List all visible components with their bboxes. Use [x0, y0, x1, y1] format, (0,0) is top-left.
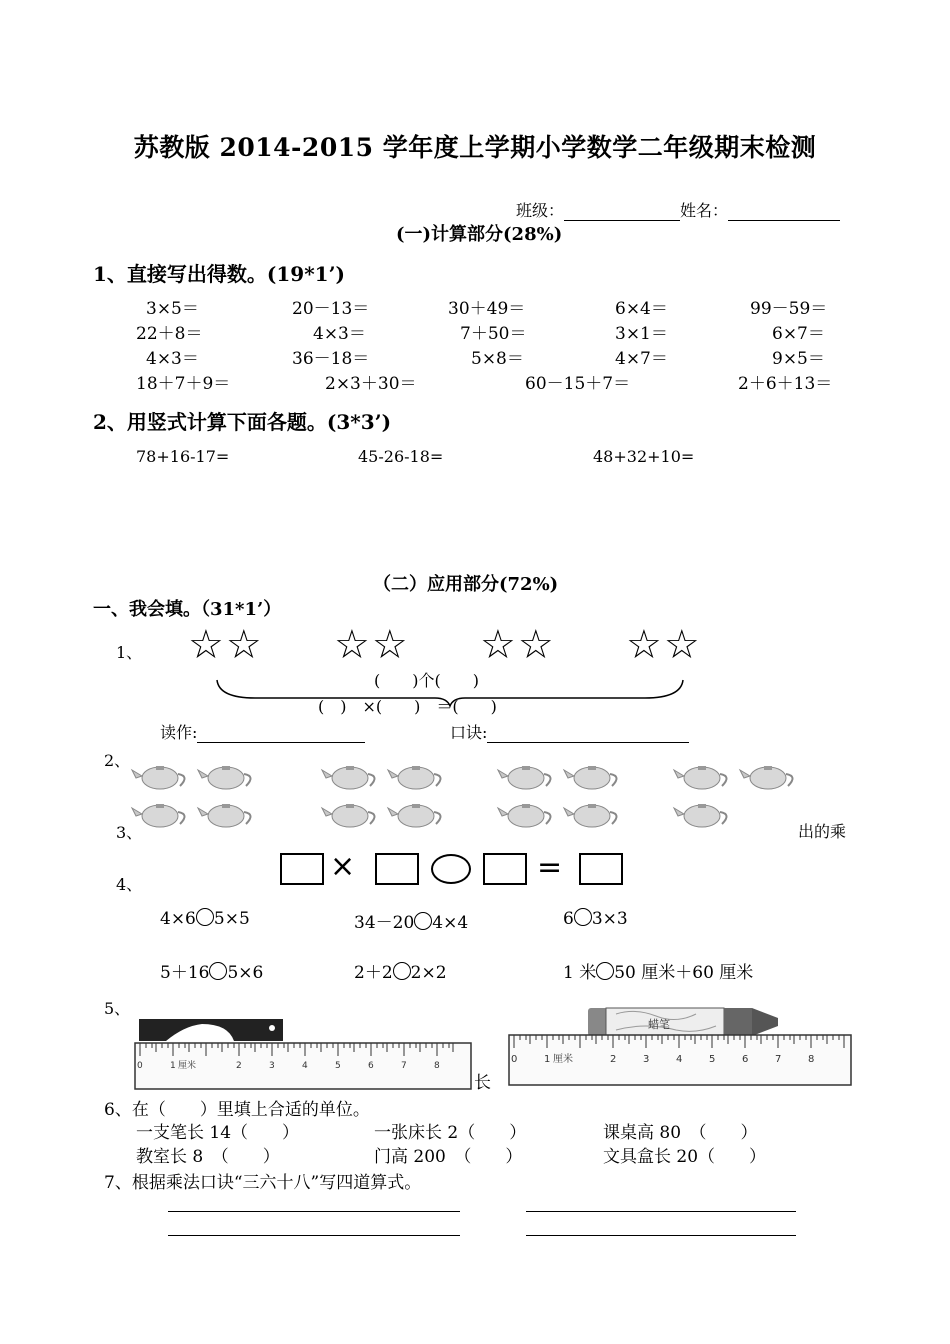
calc-cell: 2＋6＋13＝ — [738, 374, 833, 394]
compare-circle-icon[interactable] — [393, 962, 411, 980]
calc-cell: 7＋50＝ — [460, 324, 527, 344]
calc-cell: 3×5＝ — [146, 299, 199, 319]
operator-circle[interactable] — [431, 854, 471, 884]
student-info — [516, 198, 840, 221]
q2-number: 2、 — [104, 751, 131, 770]
section1-heading: 一、我会填。（31*1’） — [93, 599, 282, 620]
calc-cell: 60－15＋7＝ — [525, 374, 631, 394]
rhyme-row — [450, 720, 689, 743]
q5-number: 5、 — [104, 999, 131, 1018]
q3-fragment: 出的乘 — [798, 822, 847, 841]
calc-cell: 20－13＝ — [292, 299, 370, 319]
page-title: 苏教版 2014-2015 学年度上学期小学数学二年级期末检测 — [133, 133, 817, 162]
compare-item: 2＋2 2×2 — [354, 963, 447, 983]
ruler-number: 0 — [137, 1061, 143, 1071]
unit-fill-item: 教室长 8 （ ） — [136, 1147, 280, 1167]
compare-item: 6 3×3 — [563, 909, 628, 929]
q6-heading: 6、在（ ）里填上合适的单位。 — [104, 1100, 370, 1120]
calc-cell: 99－59＝ — [750, 299, 828, 319]
q5-fragment: 长 — [474, 1073, 491, 1093]
q3-number: 3、 — [116, 823, 143, 842]
times-icon: × — [330, 849, 356, 884]
calc-cell: 4×3＝ — [313, 324, 366, 344]
compare-circle-icon[interactable] — [596, 962, 614, 980]
compare-circle-icon[interactable] — [209, 962, 227, 980]
star-pair-icon: ☆☆ — [480, 622, 556, 668]
ruler-illustration-left — [134, 1042, 474, 1092]
crayon-label: 蜡笔 — [648, 1018, 670, 1031]
calc-cell: 36－18＝ — [292, 349, 370, 369]
calc-cell: 4×3＝ — [146, 349, 199, 369]
ruler-number: 2 — [610, 1054, 617, 1065]
eraser-illustration — [138, 1018, 286, 1044]
star-pair-icon: ☆☆ — [188, 622, 264, 668]
read-as-row — [160, 720, 365, 743]
part2-heading: （二）应用部分(72%) — [373, 574, 559, 595]
calc-cell: 4×7＝ — [615, 349, 668, 369]
answer-line[interactable] — [168, 1211, 460, 1212]
calc-cell: 2×3＋30＝ — [325, 374, 417, 394]
unit-fill-item: 课桌高 80 （ ） — [603, 1123, 758, 1143]
answer-line[interactable] — [526, 1235, 796, 1236]
star-pair-icon: ☆☆ — [334, 622, 410, 668]
rhyme-label: 口诀: — [450, 723, 488, 742]
ruler-number: 8 — [434, 1061, 440, 1071]
compare-item: 1 米 50 厘米＋60 厘米 — [563, 963, 754, 983]
calc-cell: 6×7＝ — [772, 324, 825, 344]
ruler-unit-label: 厘米 — [178, 1061, 197, 1071]
answer-box[interactable] — [579, 853, 623, 885]
ruler-number: 6 — [742, 1054, 749, 1065]
ruler-number: 6 — [368, 1061, 374, 1071]
calc-cell: 6×4＝ — [615, 299, 668, 319]
read-input-line[interactable] — [197, 742, 365, 743]
ruler-number: 7 — [775, 1054, 782, 1065]
unit-fill-item: 一支笔长 14（ ） — [136, 1123, 300, 1143]
ruler-number: 1 — [544, 1054, 551, 1065]
calc-cell: 18＋7＋9＝ — [136, 374, 231, 394]
ruler-number: 5 — [709, 1054, 716, 1065]
compare-circle-icon[interactable] — [196, 908, 214, 926]
compare-circle-icon[interactable] — [414, 912, 432, 930]
brace-text-top: ( )个( ) — [374, 671, 479, 690]
ruler-illustration-right — [508, 1034, 854, 1088]
q1-heading: 1、直接写出得数。(19*1’) — [93, 262, 346, 286]
teapot-illustration — [128, 758, 828, 832]
calc-cell: 3×1＝ — [615, 324, 668, 344]
read-label: 读作: — [160, 723, 198, 742]
answer-line[interactable] — [168, 1235, 460, 1236]
q2-heading: 2、用竖式计算下面各题。(3*3’) — [93, 410, 392, 434]
brace-text-bottom: ( ) ×( ) ＝( ) — [318, 697, 497, 716]
compare-item: 34－20 4×4 — [354, 913, 469, 933]
class-label: 班级： — [516, 201, 565, 220]
ruler-number: 5 — [335, 1061, 341, 1071]
unit-fill-item: 一张床长 2（ ） — [374, 1123, 527, 1143]
q1-number: 1、 — [116, 643, 143, 662]
answer-box[interactable] — [280, 853, 324, 885]
name-input-line[interactable] — [728, 220, 840, 221]
part1-heading: (一)计算部分(28%) — [396, 224, 563, 245]
calc-cell: 5×8＝ — [471, 349, 524, 369]
answer-line[interactable] — [526, 1211, 796, 1212]
class-input-line[interactable] — [564, 220, 680, 221]
calc-cell: 30＋49＝ — [448, 299, 526, 319]
q4-number: 4、 — [116, 875, 143, 894]
calc-cell: 9×5＝ — [772, 349, 825, 369]
ruler-number: 1 — [170, 1061, 176, 1071]
ruler-number: 7 — [401, 1061, 407, 1071]
ruler-number: 3 — [269, 1061, 275, 1071]
answer-box[interactable] — [375, 853, 419, 885]
ruler-number: 8 — [808, 1054, 815, 1065]
rhyme-input-line[interactable] — [487, 742, 689, 743]
ruler-number: 2 — [236, 1061, 242, 1071]
equals-icon: = — [537, 850, 563, 885]
q7-heading: 7、根据乘法口诀“三六十八”写四道算式。 — [104, 1173, 422, 1193]
unit-fill-item: 门高 200 （ ） — [374, 1147, 523, 1167]
ruler-number: 3 — [643, 1054, 650, 1065]
vertical-calc-item: 78+16-17= — [136, 447, 230, 466]
ruler-number: 4 — [676, 1054, 683, 1065]
vertical-calc-item: 45-26-18= — [358, 447, 444, 466]
answer-box[interactable] — [483, 853, 527, 885]
ruler-number: 4 — [302, 1061, 308, 1071]
ruler-number: 0 — [511, 1054, 518, 1065]
name-label: 姓名： — [680, 201, 729, 220]
compare-circle-icon[interactable] — [574, 908, 592, 926]
vertical-calc-item: 48+32+10= — [593, 447, 695, 466]
ruler-unit-label: 厘米 — [553, 1054, 573, 1065]
star-pair-icon: ☆☆ — [626, 622, 702, 668]
calc-cell: 22＋8＝ — [136, 324, 203, 344]
compare-item: 5＋16 5×6 — [160, 963, 264, 983]
unit-fill-item: 文具盒长 20（ ） — [603, 1147, 767, 1167]
compare-item: 4×6 5×5 — [160, 909, 250, 929]
